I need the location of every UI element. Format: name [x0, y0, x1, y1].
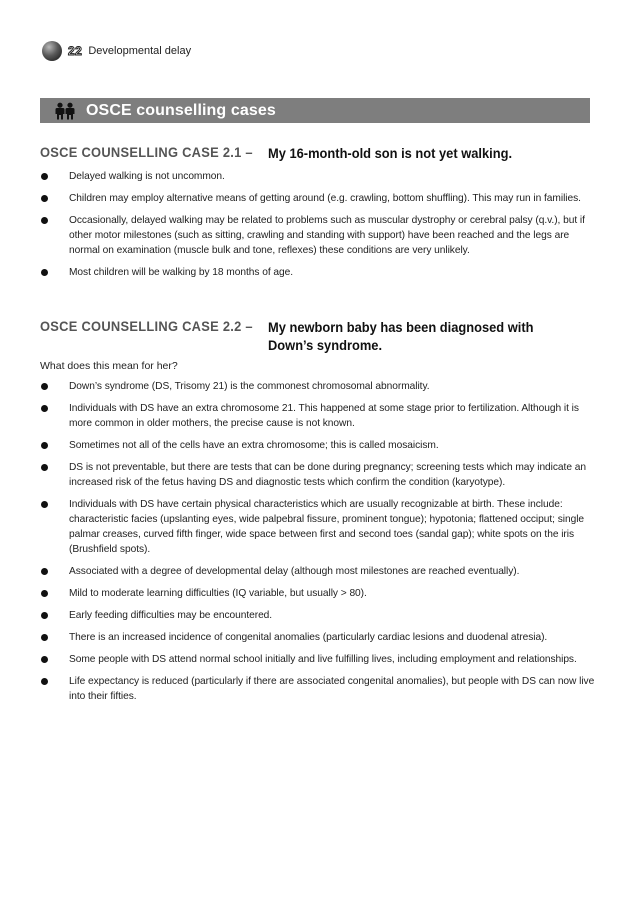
case-2-2-list: [40, 379, 600, 704]
bullet-icon: [41, 217, 48, 224]
case-intro: What does this mean for her?: [40, 360, 178, 372]
bullet-icon: [41, 442, 48, 449]
list-item: Some people with DS attend normal school initially and live fulfilling lives, including employment and relationships.: [40, 652, 600, 667]
bullet-icon: [41, 501, 48, 508]
list-item: Children may employ alternative means of getting around (e.g. crawling, bottom shuffling). This may run in families.: [40, 191, 600, 206]
list-item: Mild to moderate learning difficulties (IQ variable, but usually > 80).: [40, 586, 600, 601]
case-2-1-list: [40, 169, 600, 280]
list-item: Most children will be walking by 18 months of age.: [40, 265, 600, 280]
bullet-icon: [41, 656, 48, 663]
case-question: My newborn baby has been diagnosed with Down’s syndrome.: [268, 319, 534, 353]
bullet-icon: [41, 173, 48, 180]
bullet-icon: [41, 590, 48, 597]
bullet-icon: [41, 464, 48, 471]
bullet-icon: [41, 634, 48, 641]
case-heading: [40, 318, 600, 354]
list-item: Early feeding difficulties may be encountered.: [40, 608, 600, 623]
bullet-icon: [41, 678, 48, 685]
running-title: Developmental delay: [88, 45, 192, 57]
case-label: OSCE COUNSELLING CASE 2.1 –: [40, 144, 253, 160]
section-banner: [40, 98, 590, 123]
case-heading: [40, 144, 600, 162]
people-icon: [54, 102, 76, 120]
bullet-icon: [41, 612, 48, 619]
bullet-icon: [41, 405, 48, 412]
case-2-1: [40, 144, 600, 280]
list-item: Associated with a degree of developmental delay (although most milestones are reached eventually).: [40, 564, 600, 579]
list-item: Down’s syndrome (DS, Trisomy 21) is the commonest chromosomal abnormality.: [40, 379, 600, 394]
case-label: OSCE COUNSELLING CASE 2.2 –: [40, 318, 253, 334]
bullet-icon: [41, 269, 48, 276]
list-item: Life expectancy is reduced (particularly if there are associated congenital anomalies), but people with DS can now live into their fifties.: [40, 674, 600, 704]
list-item: Delayed walking is not uncommon.: [40, 169, 600, 184]
list-item: Sometimes not all of the cells have an extra chromosome; this is called mosaicism.: [40, 438, 600, 453]
bullet-icon: [41, 568, 48, 575]
list-item: Individuals with DS have certain physical characteristics which are usually recognizable at birth. These include: characteristic facies (upslanting eyes, wide palpebral fissure, prominent tongue); hypotonia; flattened occiput; single palmar creases, curved fifth finger, wide space between first and second toes (sandal gap); white spots on the iris (Brushfield spots).: [40, 497, 600, 557]
case-2-2: [40, 318, 600, 704]
section-title: OSCE counselling cases: [86, 101, 276, 119]
list-item: Individuals with DS have an extra chromosome 21. This happened at some stage prior to fertilization. Although it is more common in older mothers, the precise cause is not known.: [40, 401, 600, 431]
list-item: DS is not preventable, but there are tests that can be done during pregnancy; screening tests which may indicate an increased risk of the fetus having DS and diagnostic tests which confirm the condition (karyotype).: [40, 460, 600, 490]
bullet-icon: [41, 195, 48, 202]
page-number: 22: [68, 44, 83, 58]
list-item: Occasionally, delayed walking may be related to problems such as muscular dystrophy or cerebral palsy (q.v.), but if other motor milestones (such as sitting, crawling and standing with support) have been reached and the legs are normal on examination (muscle bulk and tone, reflexes) these conditions are very unlikely.: [40, 213, 600, 258]
list-item: There is an increased incidence of congenital anomalies (particularly cardiac lesions and duodenal atresia).: [40, 630, 600, 645]
page-marker-icon: [42, 41, 62, 61]
bullet-icon: [41, 383, 48, 390]
running-header: [42, 40, 191, 62]
case-question: My 16-month-old son is not yet walking.: [268, 145, 513, 161]
